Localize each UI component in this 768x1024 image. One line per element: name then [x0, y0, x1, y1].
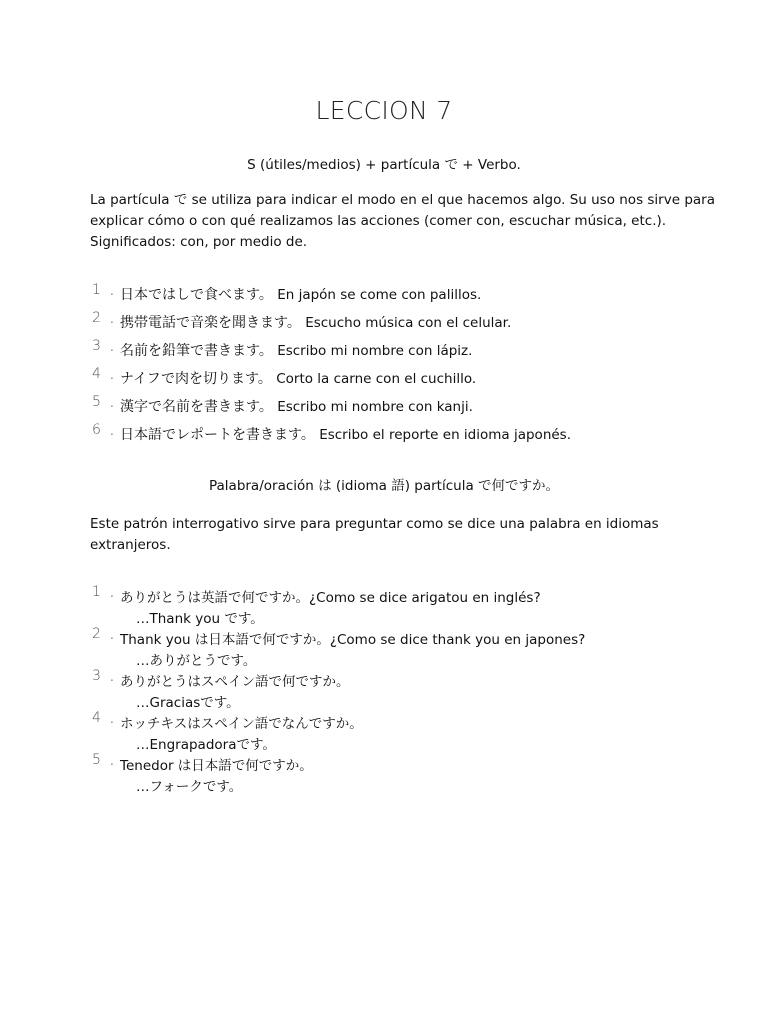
japanese-sentence: 日本語でレポートを書きます。 — [120, 427, 315, 443]
list-item-dot: . — [110, 312, 114, 326]
list-item-number: 5 — [92, 752, 101, 768]
list-item — [90, 332, 740, 360]
list-item-dot: . — [110, 368, 114, 382]
list-item — [90, 620, 740, 669]
question-line: ありがとうは英語で何ですか。¿Como se dice arigatou en inglés? — [120, 590, 541, 606]
answer-line: …フォークです。 — [136, 779, 243, 795]
section2-paragraph-line: Este patrón interrogativo sirve para preguntar como se dice una palabra en idiomas — [90, 516, 659, 532]
section1-paragraph — [90, 190, 730, 253]
list-item-number: 4 — [92, 710, 101, 726]
list-item — [90, 388, 740, 416]
list-item-dot: . — [110, 670, 114, 684]
list-item-number: 4 — [92, 366, 101, 382]
answer-line: …Graciasです。 — [136, 695, 240, 711]
spanish-translation: En japón se come con palillos. — [277, 287, 482, 303]
list-item — [90, 578, 740, 627]
list-item — [90, 662, 740, 711]
japanese-sentence: ナイフで肉を切ります。 — [120, 371, 272, 387]
section2-paragraph — [90, 514, 730, 556]
page-title: LECCION 7 — [315, 96, 453, 125]
spanish-translation: Escucho música con el celular. — [305, 315, 512, 331]
list-item-number: 2 — [92, 310, 101, 326]
section1-paragraph-line: explicar cómo o con qué realizamos las acciones (comer con, escuchar música, etc.). — [90, 213, 667, 229]
question-line: Tenedor は日本語で何ですか。 — [120, 758, 313, 774]
spanish-translation: Escribo el reporte en idioma japonés. — [319, 427, 572, 443]
list-item-dot: . — [110, 628, 114, 642]
list-item-number: 1 — [92, 584, 101, 600]
list-item-number: 2 — [92, 626, 101, 642]
section2-example-list — [90, 578, 740, 795]
list-item-number: 6 — [92, 422, 101, 438]
section1-paragraph-line: Significados: con, por medio de. — [90, 234, 308, 250]
list-item — [90, 746, 740, 795]
list-item-dot: . — [110, 424, 114, 438]
list-item-dot: . — [110, 586, 114, 600]
list-item — [90, 304, 740, 332]
japanese-sentence: 漢字で名前を書きます。 — [120, 399, 273, 415]
list-item-dot: . — [110, 754, 114, 768]
list-item-number: 1 — [92, 282, 101, 298]
answer-line: …ありがとうです。 — [136, 653, 257, 669]
list-item — [90, 704, 740, 753]
list-item-dot: . — [110, 396, 114, 410]
question-line: ありがとうはスペイン語で何ですか。 — [120, 674, 350, 690]
list-item-number: 3 — [92, 338, 101, 354]
section1-heading: S (útiles/medios) + partícula で + Verbo. — [247, 157, 521, 173]
section1-example-list — [90, 276, 740, 444]
section1-paragraph-line: La partícula で se utiliza para indicar el modo en el que hacemos algo. Su uso nos sirve para — [90, 192, 715, 208]
section2-paragraph-line: extranjeros. — [90, 537, 171, 553]
spanish-translation: Corto la carne con el cuchillo. — [276, 371, 477, 387]
question-line: Thank you は日本語で何ですか。¿Como se dice thank you en japones? — [120, 632, 586, 648]
japanese-sentence: 名前を鉛筆で書きます。 — [120, 343, 273, 359]
section2-heading: Palabra/oración は (idioma 語) partícula で何ですか。 — [208, 478, 560, 494]
list-item — [90, 360, 740, 388]
answer-line: …Thank you です。 — [136, 611, 264, 627]
japanese-sentence: 日本ではしで食べます。 — [120, 287, 273, 303]
spanish-translation: Escribo mi nombre con kanji. — [277, 399, 473, 415]
list-item-number: 3 — [92, 668, 101, 684]
list-item — [90, 416, 740, 444]
spanish-translation: Escribo mi nombre con lápiz. — [277, 343, 473, 359]
list-item-dot: . — [110, 340, 114, 354]
answer-line: …Engrapadoraです。 — [136, 737, 276, 753]
question-line: ホッチキスはスペイン語でなんですか。 — [120, 716, 363, 732]
japanese-sentence: 携帯電話で音楽を聞きます。 — [120, 315, 301, 331]
list-item-number: 5 — [92, 394, 101, 410]
list-item-dot: . — [110, 712, 114, 726]
list-item — [90, 276, 740, 304]
list-item-dot: . — [110, 284, 114, 298]
